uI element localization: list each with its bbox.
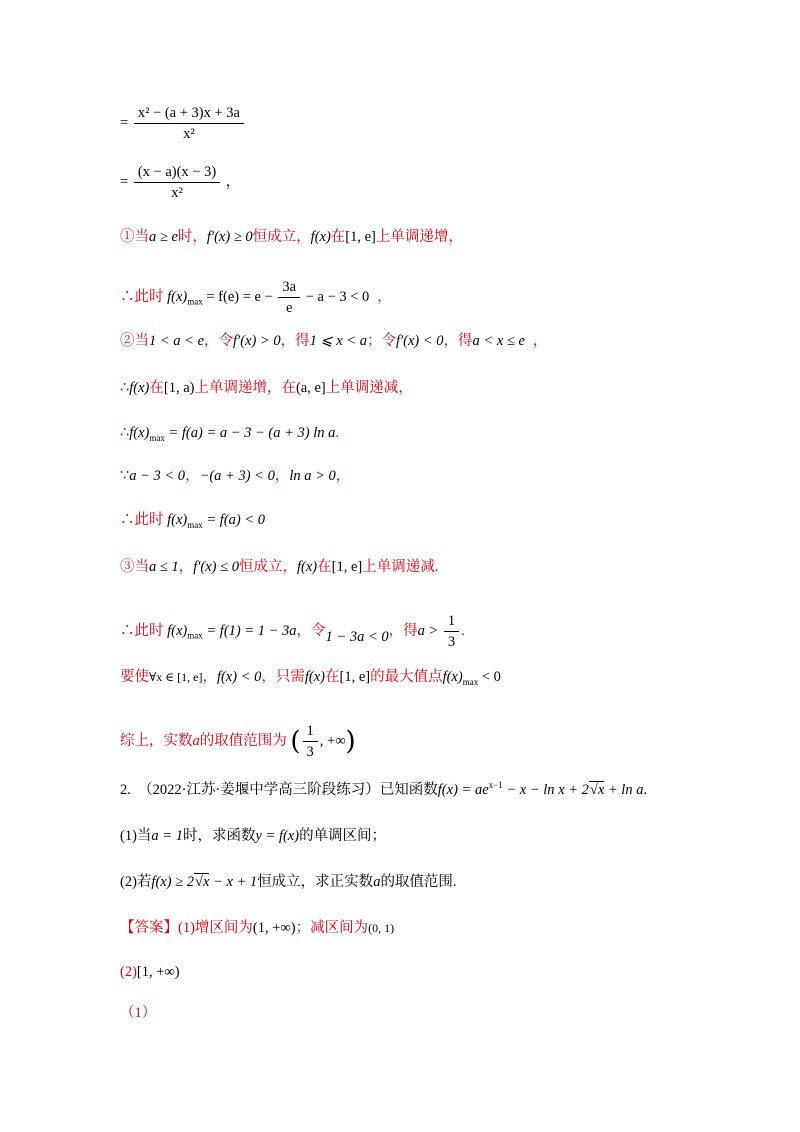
question-2-part-2: (2)若f(x) ≥ 2√x − x + 1恒成立，求正实数a的取值范围. [120,874,457,890]
fraction-3a-over-e: $\frac{3a}{e}$ [278,278,300,317]
fraction-one-third: $\frac{1}{3}$ [303,722,318,761]
because-line: ∵a − 3 < 0，−(a + 3) < 0，ln a > 0， [120,468,351,484]
sqrt-x: √x [589,782,605,798]
fraction-expression: $\frac{(x - a)(x - 3)}{\text{x²}}$ [134,163,220,202]
sqrt-x: √x [195,874,210,890]
answer-line-2: (2)[1, +∞) [120,964,180,980]
case-1-line: ①当a ≥ e时，f′(x) ≥ 0恒成立，f(x)在[1, e]上单调递增， [120,229,463,245]
summary-line: 综上，实数a的取值范围为 ( $\frac{1}{3}$ , +∞) [120,723,356,760]
fraction-one-third: $\frac{1}{3}$ [444,612,459,651]
question-2-stem: 2. （2022·江苏·姜堰中学高三阶段练习）已知函数$f(x) = ae^{x-1} - x - \ln x + 2√x + \ln a$. [120,780,648,798]
case-2-conclusion-line: ∴此时 $f(x)_{max} = f(a) < 0$ [120,512,266,530]
fraction-expression: $\frac{\text{x² − (a + 3)x + 3a}}{\text{x²}}$ [134,104,244,143]
case-3-max-line: ∴此时 $f(x)_{max} = f(1) = 1 - 3a$，令1 − 3a < 0，得a > $\frac{1}{3}$ . [120,613,465,650]
solution-part-1-label: （1） [120,1005,157,1021]
step-line-2: = $\frac{(x - a)(x - 3)}{\text{x²}}$ ， [120,164,241,201]
case-2-line: ②当1 < a < e，令f′(x) > 0，得1 ⩽ x < a；令f′(x) < 0，得a < x ≤ e ， [120,333,548,349]
case-1-max-line: ∴此时 $f(x)_{max} = f(e) = e$ − $\frac{3a}{e}$ − a − 3 < 0 ， [120,279,392,316]
equals-sign: = [120,173,129,190]
case-2-max-line: $\therefore f(x)_{max} = f(a) = a - 3 - (a + 3)$ ln a. [120,425,340,443]
case-3-line: ③当a ≤ 1，f′(x) ≤ 0恒成立，f(x)在[1, e]上单调递减. [120,559,439,575]
step-line-1 [120,104,246,143]
answer-line: 【答案】(1)增区间为(1, +∞)；减区间为(0, 1) [120,920,395,936]
equals-sign: = [120,114,129,131]
question-2-part-1: (1)当a = 1时，求函数y = f(x)的单调区间； [120,828,387,844]
case-2-monotonic-line: ∴f(x)在[1, a)上单调递增，在(a, e]上单调递减， [120,380,413,396]
requirement-line: 要使∀x ∈ [1, e]，f(x) < 0，只需f(x)在[1, e]的最大值点$f(x)_{max} < 0$ [120,669,501,687]
